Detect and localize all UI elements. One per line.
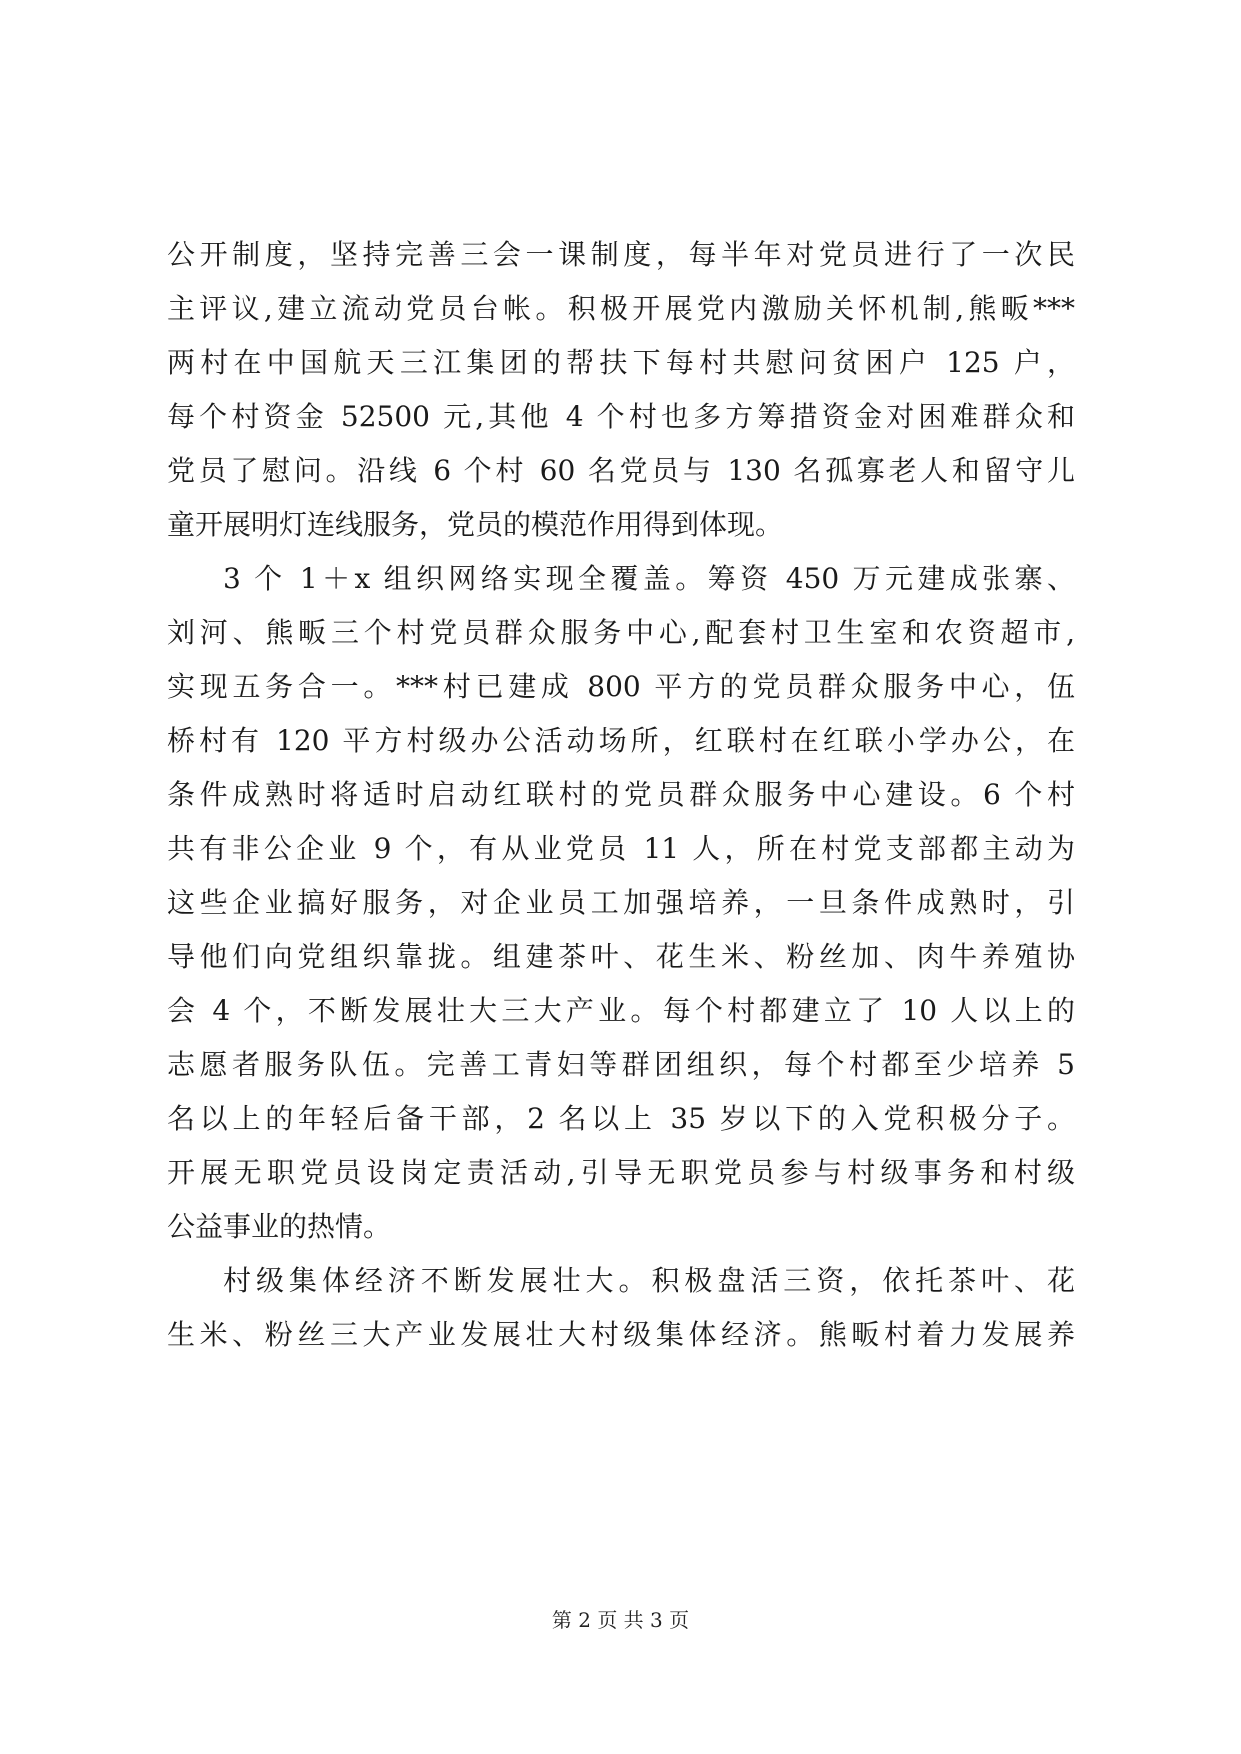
text-line: 童开展明灯连线服务，党员的模范作用得到体现。 [167,508,784,541]
text-line: 这些企业搞好服务，对企业员工加强培养，一旦条件成熟时，引 [167,886,1075,919]
text-line: 公开制度，坚持完善三会一课制度，每半年对党员进行了一次民 [167,238,1075,271]
body-text [167,228,1075,1362]
text-line: 条件成熟时将适时启动红联村的党员群众服务中心建设。6 个村 [167,778,1075,811]
text-line: 每个村资金 52500 元,其他 4 个村也多方筹措资金对困难群众和 [167,400,1075,433]
page-footer: 第 2 页 共 3 页 [551,1608,690,1632]
text-line: 生米、粉丝三大产业发展壮大村级集体经济。熊畈村着力发展养 [167,1318,1075,1351]
text-line: 导他们向党组织靠拢。组建茶叶、花生米、粉丝加、肉牛养殖协 [167,940,1075,973]
text-line: 名以上的年轻后备干部，2 名以上 35 岁以下的入党积极分子。 [167,1102,1075,1135]
text-line: 3 个 1＋x 组织网络实现全覆盖。筹资 450 万元建成张寨、 [223,562,1075,595]
text-line: 志愿者服务队伍。完善工青妇等群团组织，每个村都至少培养 5 [167,1048,1075,1081]
text-line: 开展无职党员设岗定责活动,引导无职党员参与村级事务和村级 [167,1156,1075,1189]
text-line: 桥村有 120 平方村级办公活动场所，红联村在红联小学办公，在 [167,724,1075,757]
text-line: 主评议,建立流动党员台帐。积极开展党内激励关怀机制,熊畈*** [167,292,1075,325]
text-line: 实现五务合一。***村已建成 800 平方的党员群众服务中心，伍 [167,670,1075,703]
text-line: 公益事业的热情。 [167,1210,392,1243]
text-line: 共有非公企业 9 个，有从业党员 11 人，所在村党支部都主动为 [167,832,1075,865]
text-line: 会 4 个，不断发展壮大三大产业。每个村都建立了 10 人以上的 [167,994,1075,1027]
text-line: 村级集体经济不断发展壮大。积极盘活三资，依托茶叶、花 [223,1264,1075,1297]
text-line: 党员了慰问。沿线 6 个村 60 名党员与 130 名孤寡老人和留守儿 [167,454,1075,487]
text-line: 刘河、熊畈三个村党员群众服务中心,配套村卫生室和农资超市, [167,616,1075,649]
text-line: 两村在中国航天三江集团的帮扶下每村共慰问贫困户 125 户， [167,346,1075,379]
